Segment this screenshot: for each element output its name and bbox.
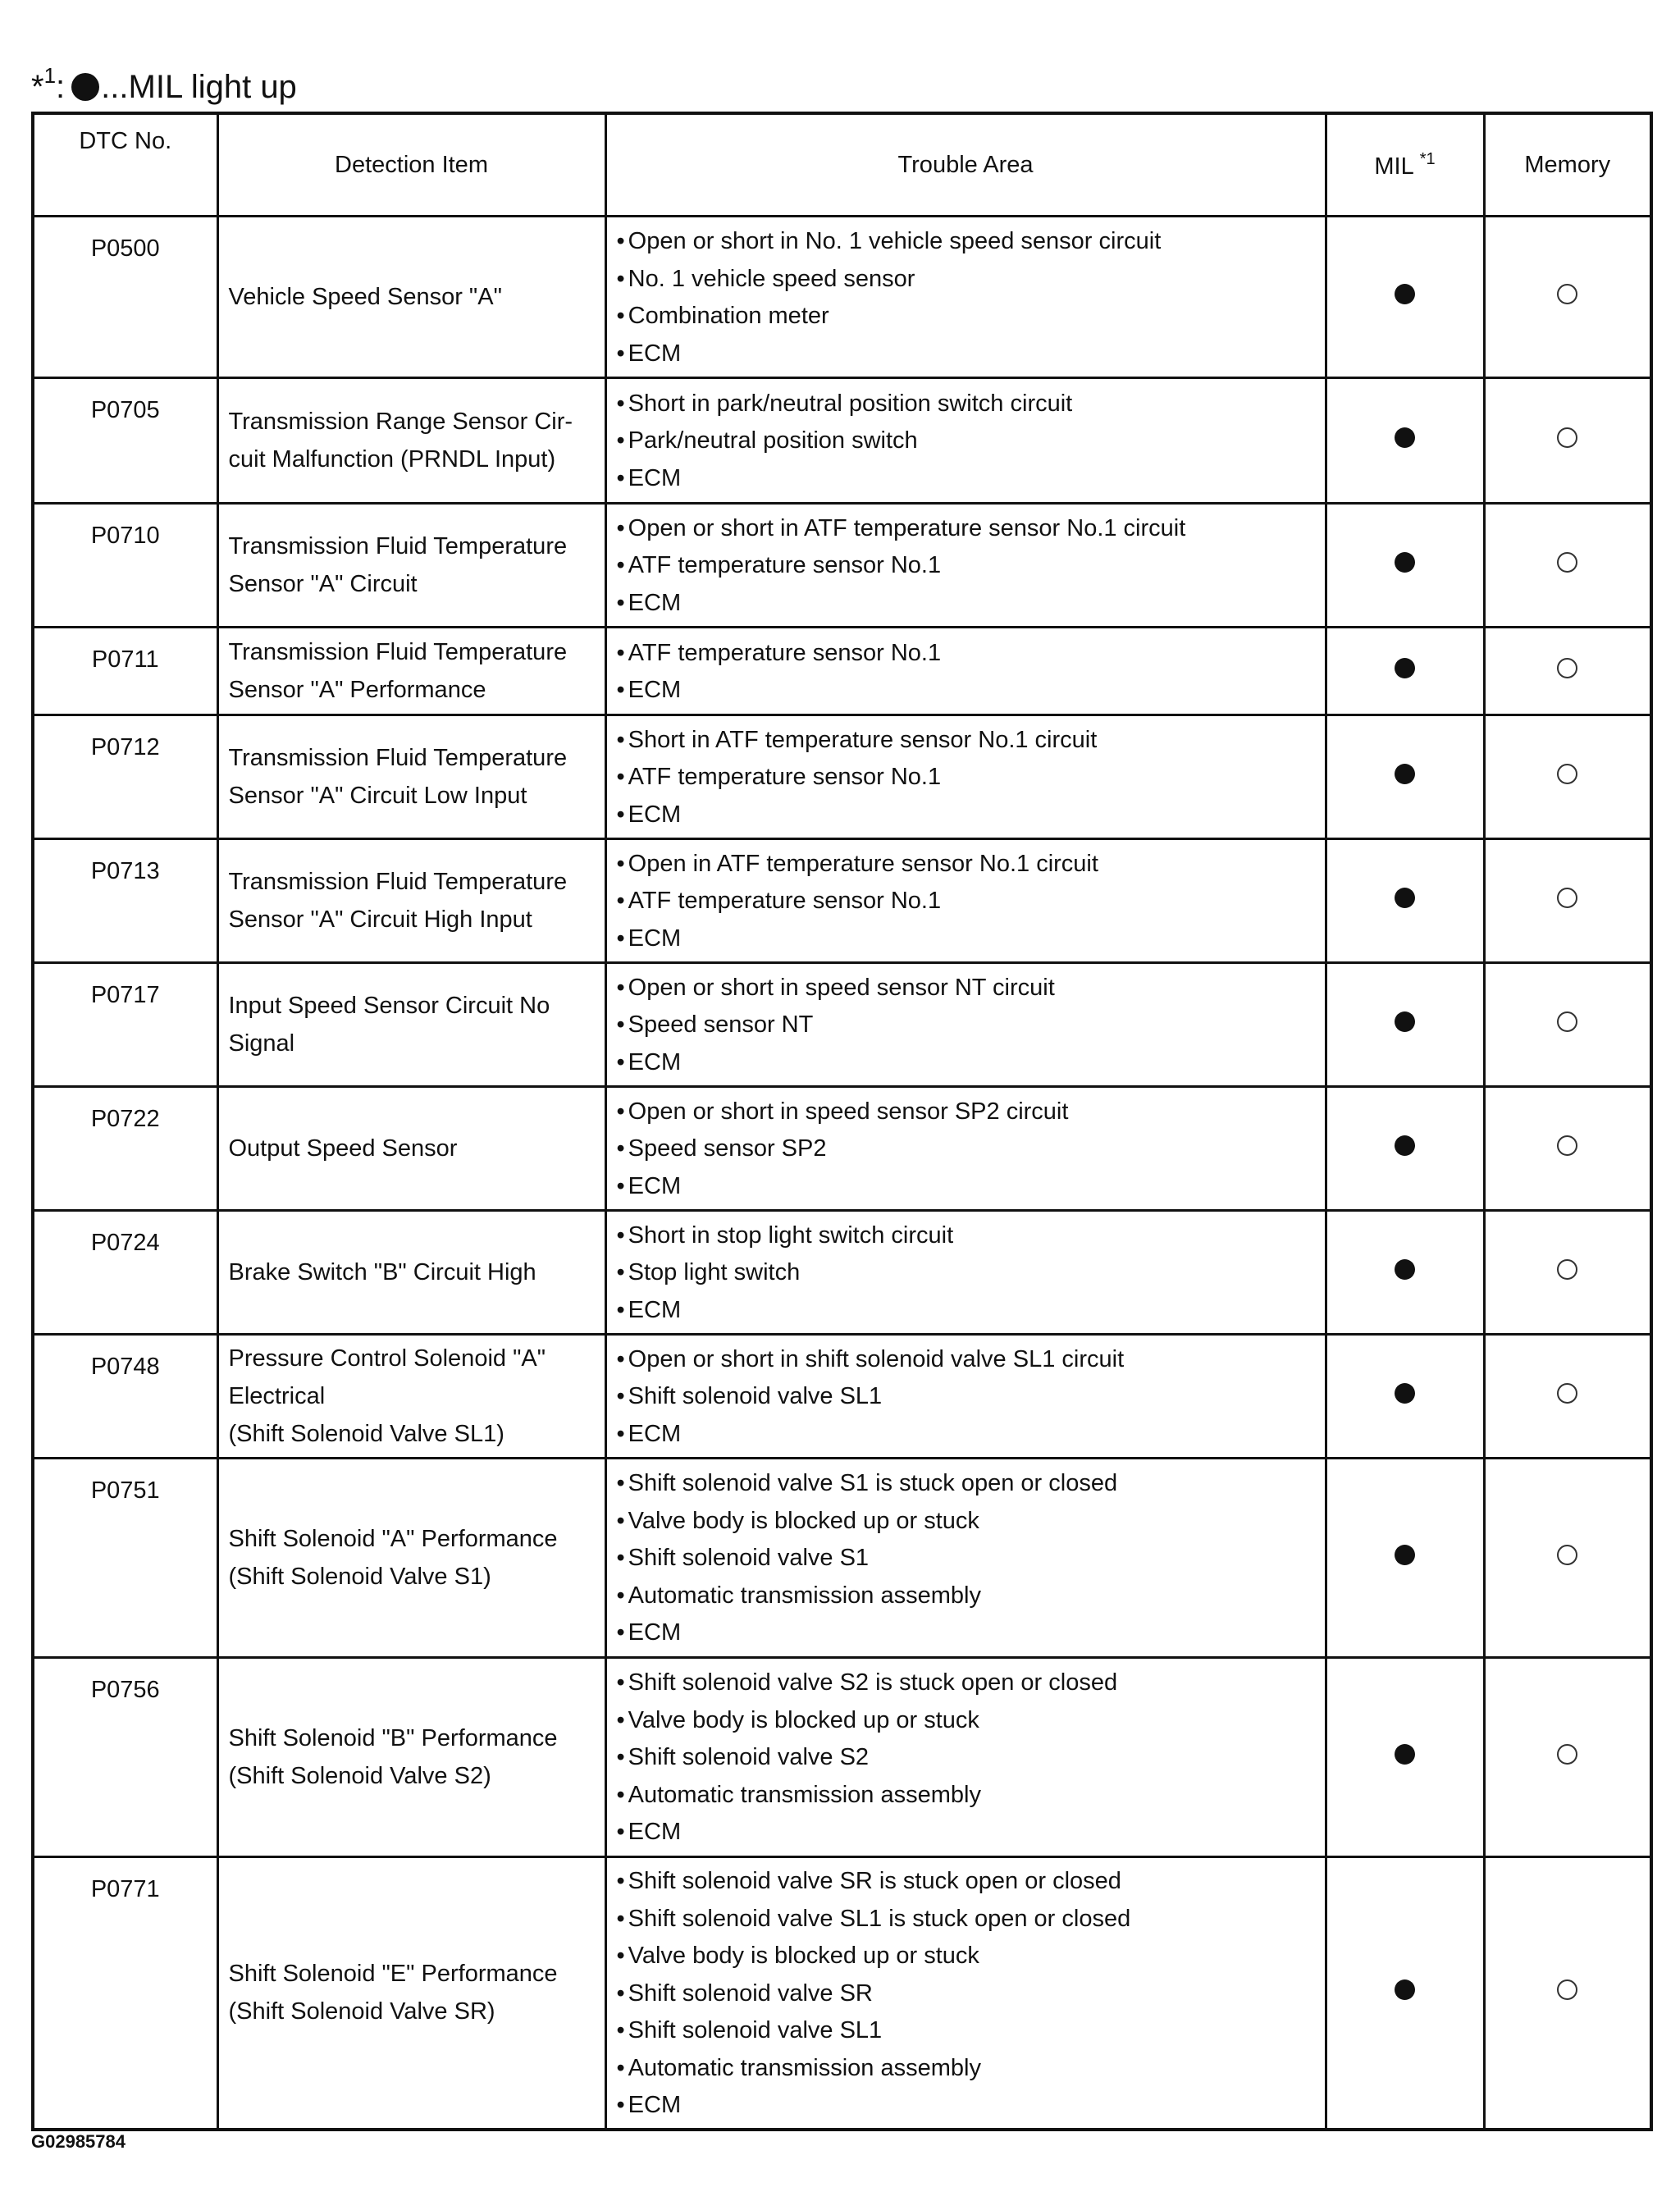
detection-item (217, 1211, 605, 1335)
hollow-circle-icon (1557, 1383, 1577, 1404)
trouble-area-list (617, 1664, 1325, 1852)
trouble-area-item: • Automatic transmission assembly (617, 1777, 1325, 1815)
detection-item-line: Shift Solenoid "B" Performance (228, 1725, 558, 1751)
trouble-area-list (617, 510, 1325, 623)
trouble-area (605, 1335, 1326, 1459)
trouble-area (605, 217, 1326, 378)
memory-cell (1484, 378, 1651, 504)
mil-cell (1326, 839, 1484, 963)
trouble-area-item: • Shift solenoid valve SR (617, 1975, 1325, 2013)
header-detection-item: Detection Item (217, 113, 605, 217)
memory-cell (1484, 1459, 1651, 1658)
trouble-area-item: • Open in ATF temperature sensor No.1 circuit (617, 846, 1325, 884)
dtc-code: P0500 (33, 217, 217, 378)
trouble-area-item: • Valve body is blocked up or stuck (617, 1702, 1325, 1740)
detection-item-line: Sensor "A" Performance (228, 677, 486, 703)
mil-cell (1326, 1459, 1484, 1658)
table-row (33, 378, 1651, 504)
dtc-code: P0713 (33, 839, 217, 963)
trouble-area-item: • Automatic transmission assembly (617, 2050, 1325, 2088)
trouble-area (605, 628, 1326, 715)
trouble-area-item: • ATF temperature sensor No.1 (617, 547, 1325, 585)
filled-circle-icon (71, 73, 99, 101)
legend-star: * (31, 69, 44, 105)
trouble-area-item: • Open or short in shift solenoid valve SL1 circuit (617, 1341, 1325, 1379)
filled-circle-icon (1395, 1011, 1415, 1032)
dtc-code: P0748 (33, 1335, 217, 1459)
detection-item-line: Sensor "A" Circuit High Input (228, 906, 532, 933)
filled-circle-icon (1395, 1135, 1415, 1156)
filled-circle-icon (1395, 552, 1415, 573)
dtc-code: P0722 (33, 1087, 217, 1211)
trouble-area-list (617, 1341, 1325, 1454)
dtc-code: P0705 (33, 378, 217, 504)
trouble-area-item: • Open or short in ATF temperature sensor No.1 circuit (617, 510, 1325, 548)
dtc-code: P0751 (33, 1459, 217, 1658)
dtc-table (31, 112, 1653, 2131)
trouble-area-item: • Shift solenoid valve SL1 (617, 1378, 1325, 1416)
trouble-area-list (617, 1094, 1325, 1206)
trouble-area (605, 1459, 1326, 1658)
mil-cell (1326, 217, 1484, 378)
detection-item-line: Transmission Fluid Temperature (228, 745, 568, 771)
trouble-area-item: • ECM (617, 1814, 1325, 1852)
header-mil-sup: *1 (1419, 149, 1436, 168)
filled-circle-icon (1395, 658, 1415, 678)
detection-item-line: Pressure Control Solenoid "A" (228, 1345, 546, 1372)
mil-cell (1326, 378, 1484, 504)
mil-cell (1326, 963, 1484, 1087)
detection-item-line: Input Speed Sensor Circuit No (228, 993, 550, 1019)
hollow-circle-icon (1557, 284, 1577, 304)
mil-cell (1326, 1087, 1484, 1211)
detection-item-line: Brake Switch "B" Circuit High (228, 1259, 536, 1285)
legend-sup: 1 (43, 63, 57, 88)
dtc-code: P0711 (33, 628, 217, 715)
table-row (33, 963, 1651, 1087)
detection-item (217, 715, 605, 839)
trouble-area-item: • ECM (617, 1292, 1325, 1330)
trouble-area-item: • Stop light switch (617, 1254, 1325, 1292)
trouble-area (605, 1658, 1326, 1857)
hollow-circle-icon (1557, 1135, 1577, 1156)
trouble-area (605, 504, 1326, 628)
legend (31, 51, 297, 112)
table-row (33, 1335, 1651, 1459)
table-row (33, 217, 1651, 378)
mil-cell (1326, 1658, 1484, 1857)
trouble-area-list (617, 386, 1325, 498)
mil-cell (1326, 504, 1484, 628)
table-row (33, 715, 1651, 839)
dtc-code: P0724 (33, 1211, 217, 1335)
trouble-area-item: • Short in park/neutral position switch circuit (617, 386, 1325, 423)
trouble-area-item: • ECM (617, 585, 1325, 623)
detection-item (217, 1857, 605, 2130)
filled-circle-icon (1395, 1383, 1415, 1404)
header-trouble-area: Trouble Area (605, 113, 1326, 217)
memory-cell (1484, 1335, 1651, 1459)
detection-item (217, 378, 605, 504)
detection-item-line: Sensor "A" Circuit (228, 571, 418, 597)
detection-item (217, 1658, 605, 1857)
detection-item-line: cuit Malfunction (PRNDL Input) (228, 446, 556, 473)
trouble-area-list (617, 846, 1325, 958)
detection-item-line: (Shift Solenoid Valve SL1) (228, 1421, 504, 1447)
legend-text: ...MIL light up (101, 69, 297, 105)
trouble-area-list (617, 223, 1325, 372)
trouble-area-list (617, 1465, 1325, 1652)
table-row (33, 839, 1651, 963)
memory-cell (1484, 715, 1651, 839)
detection-item (217, 1087, 605, 1211)
memory-cell (1484, 1658, 1651, 1857)
trouble-area-item: • ECM (617, 2087, 1325, 2125)
table-row (33, 1857, 1651, 2130)
dtc-code: P0712 (33, 715, 217, 839)
hollow-circle-icon (1557, 1744, 1577, 1765)
filled-circle-icon (1395, 764, 1415, 784)
trouble-area-item: • ECM (617, 1044, 1325, 1082)
dtc-code: P0756 (33, 1658, 217, 1857)
filled-circle-icon (1395, 1744, 1415, 1765)
detection-item (217, 217, 605, 378)
memory-cell (1484, 1087, 1651, 1211)
hollow-circle-icon (1557, 552, 1577, 573)
hollow-circle-icon (1557, 1259, 1577, 1280)
trouble-area-item: • Shift solenoid valve S1 is stuck open or closed (617, 1465, 1325, 1503)
detection-item-line: Transmission Range Sensor Cir- (228, 409, 573, 435)
trouble-area-item: • ECM (617, 920, 1325, 958)
mil-cell (1326, 1335, 1484, 1459)
header-dtc: DTC No. (33, 113, 217, 217)
trouble-area-item: • Speed sensor SP2 (617, 1130, 1325, 1168)
hollow-circle-icon (1557, 1011, 1577, 1032)
trouble-area-item: • Combination meter (617, 298, 1325, 336)
trouble-area-item: • ATF temperature sensor No.1 (617, 883, 1325, 920)
detection-item-line: Sensor "A" Circuit Low Input (228, 783, 527, 809)
detection-item-line: Shift Solenoid "E" Performance (228, 1961, 558, 1988)
detection-item (217, 628, 605, 715)
trouble-area-item: • Open or short in No. 1 vehicle speed sensor circuit (617, 223, 1325, 261)
detection-item-line: (Shift Solenoid Valve S2) (228, 1763, 491, 1789)
header-mil (1326, 113, 1484, 217)
trouble-area-item: • Park/neutral position switch (617, 422, 1325, 460)
detection-item (217, 1335, 605, 1459)
detection-item-line: Shift Solenoid "A" Performance (228, 1526, 558, 1552)
figure-id: G02985784 (31, 2131, 126, 2152)
trouble-area-item: • Valve body is blocked up or stuck (617, 1938, 1325, 1975)
hollow-circle-icon (1557, 658, 1577, 678)
trouble-area-item: • ECM (617, 797, 1325, 834)
mil-cell (1326, 715, 1484, 839)
detection-item-line: Transmission Fluid Temperature (228, 639, 568, 665)
trouble-area-item: • Shift solenoid valve S2 is stuck open or closed (617, 1664, 1325, 1702)
memory-cell (1484, 217, 1651, 378)
trouble-area (605, 1087, 1326, 1211)
trouble-area (605, 839, 1326, 963)
dtc-code: P0717 (33, 963, 217, 1087)
trouble-area-item: • Short in ATF temperature sensor No.1 circuit (617, 722, 1325, 760)
hollow-circle-icon (1557, 1545, 1577, 1565)
detection-item-line: (Shift Solenoid Valve S1) (228, 1564, 491, 1590)
trouble-area-item: • ECM (617, 1614, 1325, 1652)
trouble-area-item: • ECM (617, 1416, 1325, 1454)
trouble-area-item: • ECM (617, 460, 1325, 498)
trouble-area-list (617, 1863, 1325, 2125)
filled-circle-icon (1395, 1545, 1415, 1565)
trouble-area-item: • ECM (617, 336, 1325, 373)
detection-item (217, 963, 605, 1087)
hollow-circle-icon (1557, 764, 1577, 784)
trouble-area-list (617, 1217, 1325, 1330)
trouble-area (605, 963, 1326, 1087)
table-row (33, 504, 1651, 628)
detection-item-line: Signal (228, 1030, 295, 1057)
detection-item-line: Electrical (228, 1383, 326, 1409)
trouble-area-item: • Shift solenoid valve S1 (617, 1540, 1325, 1578)
trouble-area (605, 715, 1326, 839)
detection-item (217, 1459, 605, 1658)
trouble-area-item: • ECM (617, 1168, 1325, 1206)
detection-item-line: Transmission Fluid Temperature (228, 533, 568, 559)
header-memory: Memory (1484, 113, 1651, 217)
trouble-area-item: • Open or short in speed sensor NT circuit (617, 970, 1325, 1007)
memory-cell (1484, 1211, 1651, 1335)
memory-cell (1484, 1857, 1651, 2130)
mil-cell (1326, 628, 1484, 715)
table-row (33, 1658, 1651, 1857)
filled-circle-icon (1395, 427, 1415, 448)
trouble-area (605, 1211, 1326, 1335)
table-row (33, 628, 1651, 715)
trouble-area-item: • ECM (617, 672, 1325, 710)
trouble-area-item: • Open or short in speed sensor SP2 circuit (617, 1094, 1325, 1131)
table-row (33, 1211, 1651, 1335)
detection-item (217, 839, 605, 963)
detection-item-line: Vehicle Speed Sensor "A" (228, 284, 502, 310)
legend-colon: : (56, 69, 66, 105)
trouble-area-item: • Speed sensor NT (617, 1007, 1325, 1044)
trouble-area (605, 378, 1326, 504)
trouble-area-item: • Automatic transmission assembly (617, 1578, 1325, 1615)
memory-cell (1484, 963, 1651, 1087)
table-header-row (33, 113, 1651, 217)
table-row (33, 1087, 1651, 1211)
trouble-area-list (617, 970, 1325, 1082)
trouble-area-item: • Shift solenoid valve SL1 is stuck open or closed (617, 1901, 1325, 1938)
trouble-area-item: • ATF temperature sensor No.1 (617, 635, 1325, 673)
table-row (33, 1459, 1651, 1658)
hollow-circle-icon (1557, 427, 1577, 448)
trouble-area-list (617, 722, 1325, 834)
detection-item-line: (Shift Solenoid Valve SR) (228, 1998, 495, 2025)
filled-circle-icon (1395, 888, 1415, 908)
trouble-area-item: • No. 1 vehicle speed sensor (617, 261, 1325, 299)
trouble-area-item: • Shift solenoid valve SR is stuck open or closed (617, 1863, 1325, 1901)
trouble-area-item: • Shift solenoid valve SL1 (617, 2012, 1325, 2050)
trouble-area-item: • ATF temperature sensor No.1 (617, 759, 1325, 797)
trouble-area (605, 1857, 1326, 2130)
detection-item-line: Output Speed Sensor (228, 1135, 458, 1162)
header-mil-label: MIL (1374, 153, 1413, 180)
trouble-area-list (617, 635, 1325, 710)
mil-cell (1326, 1211, 1484, 1335)
memory-cell (1484, 504, 1651, 628)
filled-circle-icon (1395, 1979, 1415, 2000)
detection-item (217, 504, 605, 628)
trouble-area-item: • Short in stop light switch circuit (617, 1217, 1325, 1255)
hollow-circle-icon (1557, 888, 1577, 908)
memory-cell (1484, 628, 1651, 715)
filled-circle-icon (1395, 284, 1415, 304)
detection-item-line: Transmission Fluid Temperature (228, 869, 568, 895)
hollow-circle-icon (1557, 1979, 1577, 2000)
filled-circle-icon (1395, 1259, 1415, 1280)
dtc-code: P0771 (33, 1857, 217, 2130)
memory-cell (1484, 839, 1651, 963)
trouble-area-item: • Shift solenoid valve S2 (617, 1739, 1325, 1777)
mil-cell (1326, 1857, 1484, 2130)
trouble-area-item: • Valve body is blocked up or stuck (617, 1503, 1325, 1541)
dtc-code: P0710 (33, 504, 217, 628)
